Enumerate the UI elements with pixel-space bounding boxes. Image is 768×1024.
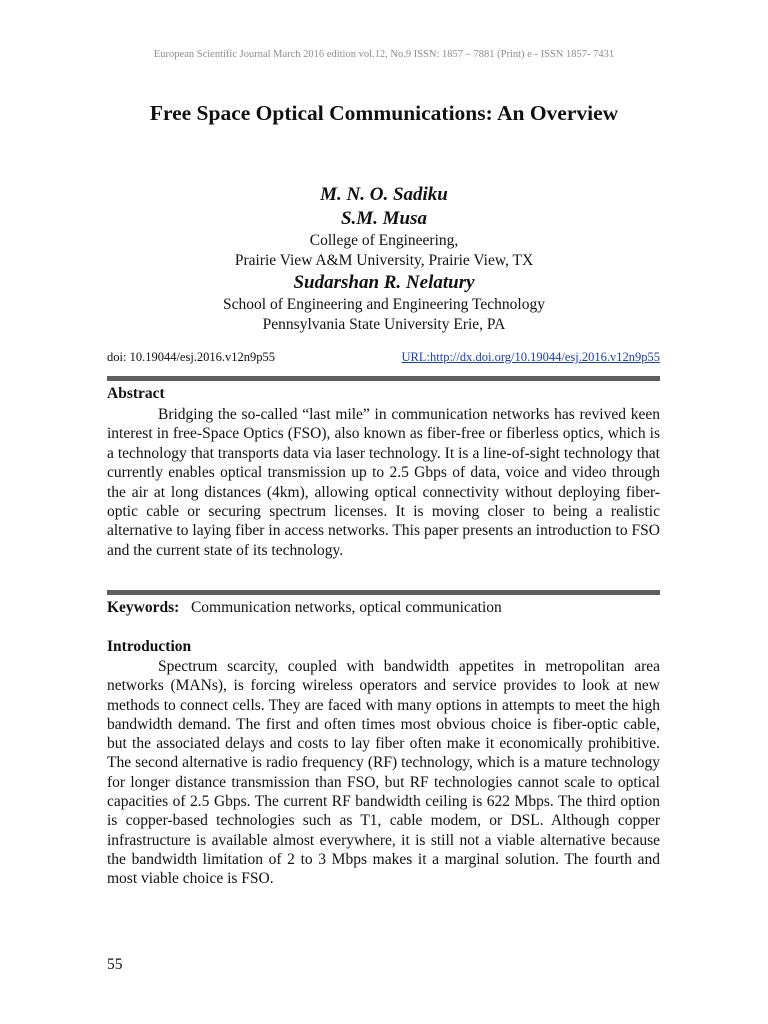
doi-text: doi: 10.19044/esj.2016.v12n9p55 bbox=[107, 350, 276, 364]
paper-title: Free Space Optical Communications: An Overview bbox=[149, 101, 619, 125]
author-name-1: M. N. O. Sadiku bbox=[320, 184, 448, 205]
author-name-2: S.M. Musa bbox=[340, 208, 428, 229]
running-header: European Scientific Journal March 2016 edition vol.12, No.9 ISSN: 1857 – 7881 (Print) e - ISSN 1857- 7431 bbox=[153, 49, 615, 60]
affiliation-1-line-2: Prairie View A&M University, Prairie View, TX bbox=[234, 252, 534, 269]
author-block bbox=[0, 183, 768, 335]
keywords-text: Communication networks, optical communication bbox=[190, 599, 502, 616]
introduction-body: Spectrum scarcity, coupled with bandwidth appetites in metropolitan area networks (MANs), is forcing wireless operators and service provides to look at new methods to connect cells. They are faced with many options in attempts to meet the high bandwidth demand. The first and often times most obvious choice is fiber-optic cable, but the associated delays and costs to lay fiber often make it economically prohibitive. The second alternative is radio frequency (RF) technology, which is a mature technology for longer distance transmission than FSO, but RF technologies cannot scale to optical capacities of 2.5 Gbps. The current RF bandwidth ceiling is 622 Mbps. The third option is copper-based technologies such as T1, cable modem, or DSL. Although copper infrastructure is available almost everywhere, it is still not a viable alternative because the bandwidth limitation of 2 to 3 Mbps makes it a marginal solution. The fourth and most viable choice is FSO. bbox=[107, 658, 660, 888]
keywords-spacer bbox=[183, 599, 191, 616]
author-name-3: Sudarshan R. Nelatury bbox=[293, 272, 475, 293]
abstract-body: Bridging the so-called “last mile” in communication networks has revived keen interest in free-Space Optics (FSO), also known as fiber-free or fiberless optics, which is a technology that transports data via laser technology. It is a line-of-sight technology that currently enables optical transmission up to 2.5 Gbps of data, voice and video through the air at long distances (4km), allowing optical connectivity without deploying fiber-optic cable or securing spectrum licenses. It is moving closer to being a realistic alternative to laying fiber in access networks. This paper presents an introduction to FSO and the current state of its technology. bbox=[107, 406, 660, 559]
keywords-label: Keywords: bbox=[107, 599, 180, 616]
abstract-heading: Abstract bbox=[107, 385, 165, 402]
keywords-line bbox=[107, 599, 660, 617]
doi-url-link[interactable]: URL:http://dx.doi.org/10.19044/esj.2016.v12n9p55 bbox=[401, 350, 660, 364]
affiliation-2-line-2: Pennsylvania State University Erie, PA bbox=[262, 316, 506, 333]
affiliation-1-line-1: College of Engineering, bbox=[309, 232, 459, 249]
page-number: 55 bbox=[107, 956, 123, 973]
section-divider-bottom bbox=[107, 590, 660, 595]
introduction-heading: Introduction bbox=[107, 638, 192, 655]
section-divider-top bbox=[107, 376, 660, 381]
affiliation-2-line-1: School of Engineering and Engineering Technology bbox=[223, 296, 545, 313]
